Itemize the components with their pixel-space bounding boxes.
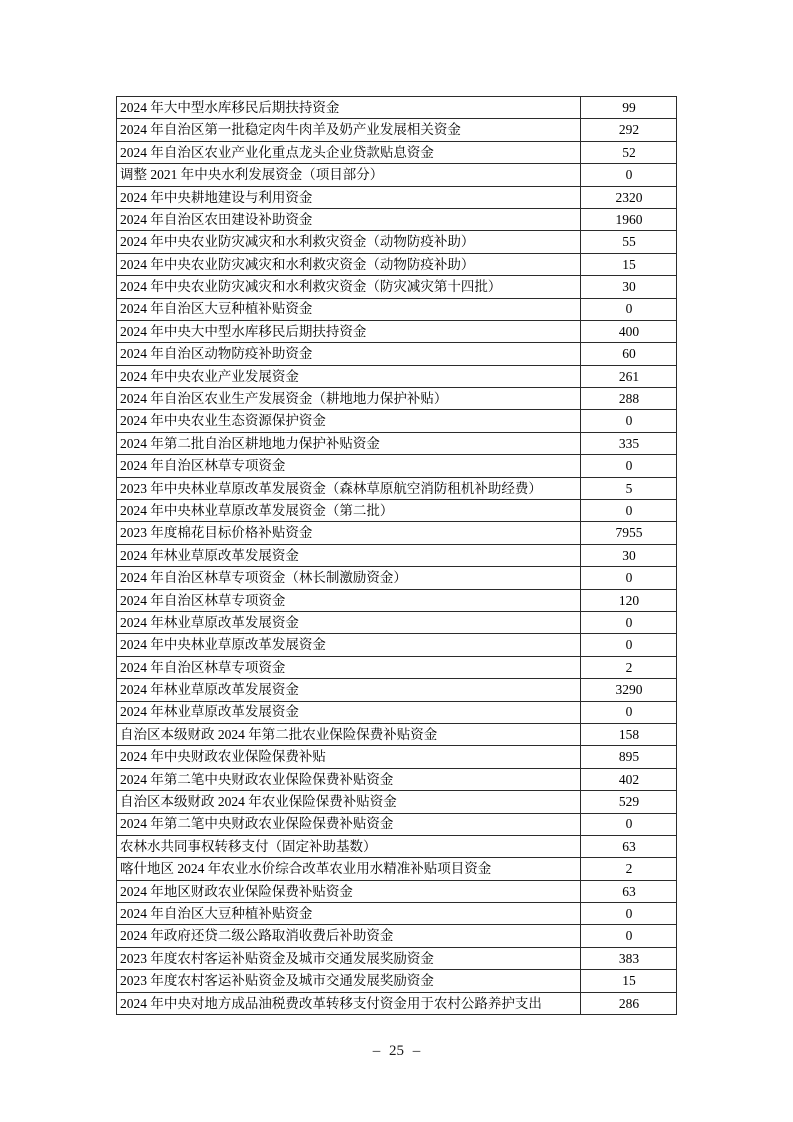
- table-row: [117, 298, 677, 320]
- row-amount: 5: [581, 477, 677, 499]
- row-amount: 0: [581, 410, 677, 432]
- row-amount: 2: [581, 656, 677, 678]
- row-item-label: 自治区本级财政 2024 年农业保险保费补贴资金: [117, 791, 581, 813]
- table-row: [117, 343, 677, 365]
- row-item-label: 喀什地区 2024 年农业水价综合改革农业用水精准补贴项目资金: [117, 858, 581, 880]
- table-row: [117, 634, 677, 656]
- table-row: [117, 164, 677, 186]
- row-item-label: 2024 年自治区林草专项资金: [117, 656, 581, 678]
- row-amount: 3290: [581, 679, 677, 701]
- row-amount: 63: [581, 880, 677, 902]
- row-amount: 0: [581, 500, 677, 522]
- table-row: [117, 768, 677, 790]
- row-amount: 99: [581, 97, 677, 119]
- row-item-label: 2024 年自治区农业产业化重点龙头企业贷款贴息资金: [117, 141, 581, 163]
- table-row: [117, 567, 677, 589]
- row-amount: 335: [581, 432, 677, 454]
- row-amount: 1960: [581, 208, 677, 230]
- row-amount: 0: [581, 701, 677, 723]
- table-row: [117, 835, 677, 857]
- funds-table-body: [117, 97, 677, 1015]
- row-item-label: 2024 年中央农业生态资源保护资金: [117, 410, 581, 432]
- row-amount: 529: [581, 791, 677, 813]
- row-amount: 158: [581, 723, 677, 745]
- row-item-label: 2023 年度棉花目标价格补贴资金: [117, 522, 581, 544]
- row-amount: 120: [581, 589, 677, 611]
- row-amount: 0: [581, 455, 677, 477]
- row-item-label: 2024 年自治区林草专项资金（林长制激励资金）: [117, 567, 581, 589]
- table-row: [117, 679, 677, 701]
- table-row: [117, 231, 677, 253]
- row-amount: 895: [581, 746, 677, 768]
- row-item-label: 2024 年中央财政农业保险保费补贴: [117, 746, 581, 768]
- table-row: [117, 947, 677, 969]
- table-row: [117, 903, 677, 925]
- table-row: [117, 589, 677, 611]
- row-item-label: 2024 年第二笔中央财政农业保险保费补贴资金: [117, 813, 581, 835]
- page-number: – 25 –: [372, 1043, 421, 1059]
- row-item-label: 2023 年度农村客运补贴资金及城市交通发展奖励资金: [117, 947, 581, 969]
- row-item-label: 2024 年中央大中型水库移民后期扶持资金: [117, 320, 581, 342]
- row-item-label: 2024 年林业草原改革发展资金: [117, 679, 581, 701]
- row-item-label: 2024 年中央农业产业发展资金: [117, 365, 581, 387]
- table-row: [117, 925, 677, 947]
- table-row: [117, 522, 677, 544]
- row-amount: 15: [581, 253, 677, 275]
- row-amount: 55: [581, 231, 677, 253]
- row-amount: 0: [581, 634, 677, 656]
- row-amount: 30: [581, 276, 677, 298]
- table-row: [117, 880, 677, 902]
- row-item-label: 2024 年大中型水库移民后期扶持资金: [117, 97, 581, 119]
- row-item-label: 2024 年自治区动物防疫补助资金: [117, 343, 581, 365]
- table-row: [117, 477, 677, 499]
- table-row: [117, 611, 677, 633]
- row-item-label: 2024 年自治区林草专项资金: [117, 589, 581, 611]
- table-row: [117, 208, 677, 230]
- table-row: [117, 432, 677, 454]
- table-row: [117, 992, 677, 1014]
- row-amount: 52: [581, 141, 677, 163]
- row-amount: 286: [581, 992, 677, 1014]
- row-item-label: 2024 年自治区农田建设补助资金: [117, 208, 581, 230]
- row-item-label: 2024 年地区财政农业保险保费补贴资金: [117, 880, 581, 902]
- row-item-label: 自治区本级财政 2024 年第二批农业保险保费补贴资金: [117, 723, 581, 745]
- row-item-label: 2024 年自治区第一批稳定肉牛肉羊及奶产业发展相关资金: [117, 119, 581, 141]
- row-item-label: 2024 年自治区大豆种植补贴资金: [117, 298, 581, 320]
- row-item-label: 2024 年中央农业防灾减灾和水利救灾资金（动物防疫补助）: [117, 253, 581, 275]
- row-amount: 288: [581, 388, 677, 410]
- funds-table: [116, 96, 677, 1015]
- table-row: [117, 970, 677, 992]
- row-amount: 30: [581, 544, 677, 566]
- row-item-label: 2024 年中央林业草原改革发展资金: [117, 634, 581, 656]
- table-row: [117, 858, 677, 880]
- row-item-label: 2024 年第二笔中央财政农业保险保费补贴资金: [117, 768, 581, 790]
- row-amount: 0: [581, 567, 677, 589]
- row-amount: 15: [581, 970, 677, 992]
- table-row: [117, 723, 677, 745]
- row-amount: 383: [581, 947, 677, 969]
- row-item-label: 2024 年中央耕地建设与利用资金: [117, 186, 581, 208]
- row-amount: 0: [581, 298, 677, 320]
- table-row: [117, 97, 677, 119]
- row-item-label: 2024 年中央林业草原改革发展资金（第二批）: [117, 500, 581, 522]
- table-row: [117, 276, 677, 298]
- table-row: [117, 791, 677, 813]
- row-amount: 0: [581, 925, 677, 947]
- row-item-label: 2024 年林业草原改革发展资金: [117, 701, 581, 723]
- table-row: [117, 455, 677, 477]
- row-item-label: 2024 年自治区大豆种植补贴资金: [117, 903, 581, 925]
- row-item-label: 2024 年中央对地方成品油税费改革转移支付资金用于农村公路养护支出: [117, 992, 581, 1014]
- row-amount: 292: [581, 119, 677, 141]
- row-item-label: 2023 年中央林业草原改革发展资金（森林草原航空消防租机补助经费）: [117, 477, 581, 499]
- table-row: [117, 186, 677, 208]
- row-item-label: 2024 年自治区农业生产发展资金（耕地地力保护补贴）: [117, 388, 581, 410]
- row-amount: 261: [581, 365, 677, 387]
- row-amount: 0: [581, 813, 677, 835]
- table-row: [117, 656, 677, 678]
- row-amount: 63: [581, 835, 677, 857]
- row-item-label: 2024 年林业草原改革发展资金: [117, 544, 581, 566]
- table-row: [117, 813, 677, 835]
- table-row: [117, 141, 677, 163]
- table-row: [117, 365, 677, 387]
- row-amount: 402: [581, 768, 677, 790]
- table-row: [117, 119, 677, 141]
- row-amount: 60: [581, 343, 677, 365]
- row-item-label: 2024 年中央农业防灾减灾和水利救灾资金（防灾减灾第十四批）: [117, 276, 581, 298]
- row-amount: 2320: [581, 186, 677, 208]
- table-row: [117, 253, 677, 275]
- table-row: [117, 410, 677, 432]
- row-item-label: 2024 年中央农业防灾减灾和水利救灾资金（动物防疫补助）: [117, 231, 581, 253]
- row-amount: 0: [581, 164, 677, 186]
- row-amount: 0: [581, 611, 677, 633]
- row-item-label: 2024 年第二批自治区耕地地力保护补贴资金: [117, 432, 581, 454]
- table-row: [117, 746, 677, 768]
- row-item-label: 2024 年林业草原改革发展资金: [117, 611, 581, 633]
- table-row: [117, 500, 677, 522]
- row-item-label: 2023 年度农村客运补贴资金及城市交通发展奖励资金: [117, 970, 581, 992]
- row-amount: 7955: [581, 522, 677, 544]
- row-item-label: 2024 年政府还贷二级公路取消收费后补助资金: [117, 925, 581, 947]
- table-row: [117, 388, 677, 410]
- row-item-label: 调整 2021 年中央水利发展资金（项目部分）: [117, 164, 581, 186]
- table-row: [117, 701, 677, 723]
- row-item-label: 农林水共同事权转移支付（固定补助基数）: [117, 835, 581, 857]
- table-row: [117, 544, 677, 566]
- table-row: [117, 320, 677, 342]
- row-amount: 400: [581, 320, 677, 342]
- row-item-label: 2024 年自治区林草专项资金: [117, 455, 581, 477]
- row-amount: 2: [581, 858, 677, 880]
- row-amount: 0: [581, 903, 677, 925]
